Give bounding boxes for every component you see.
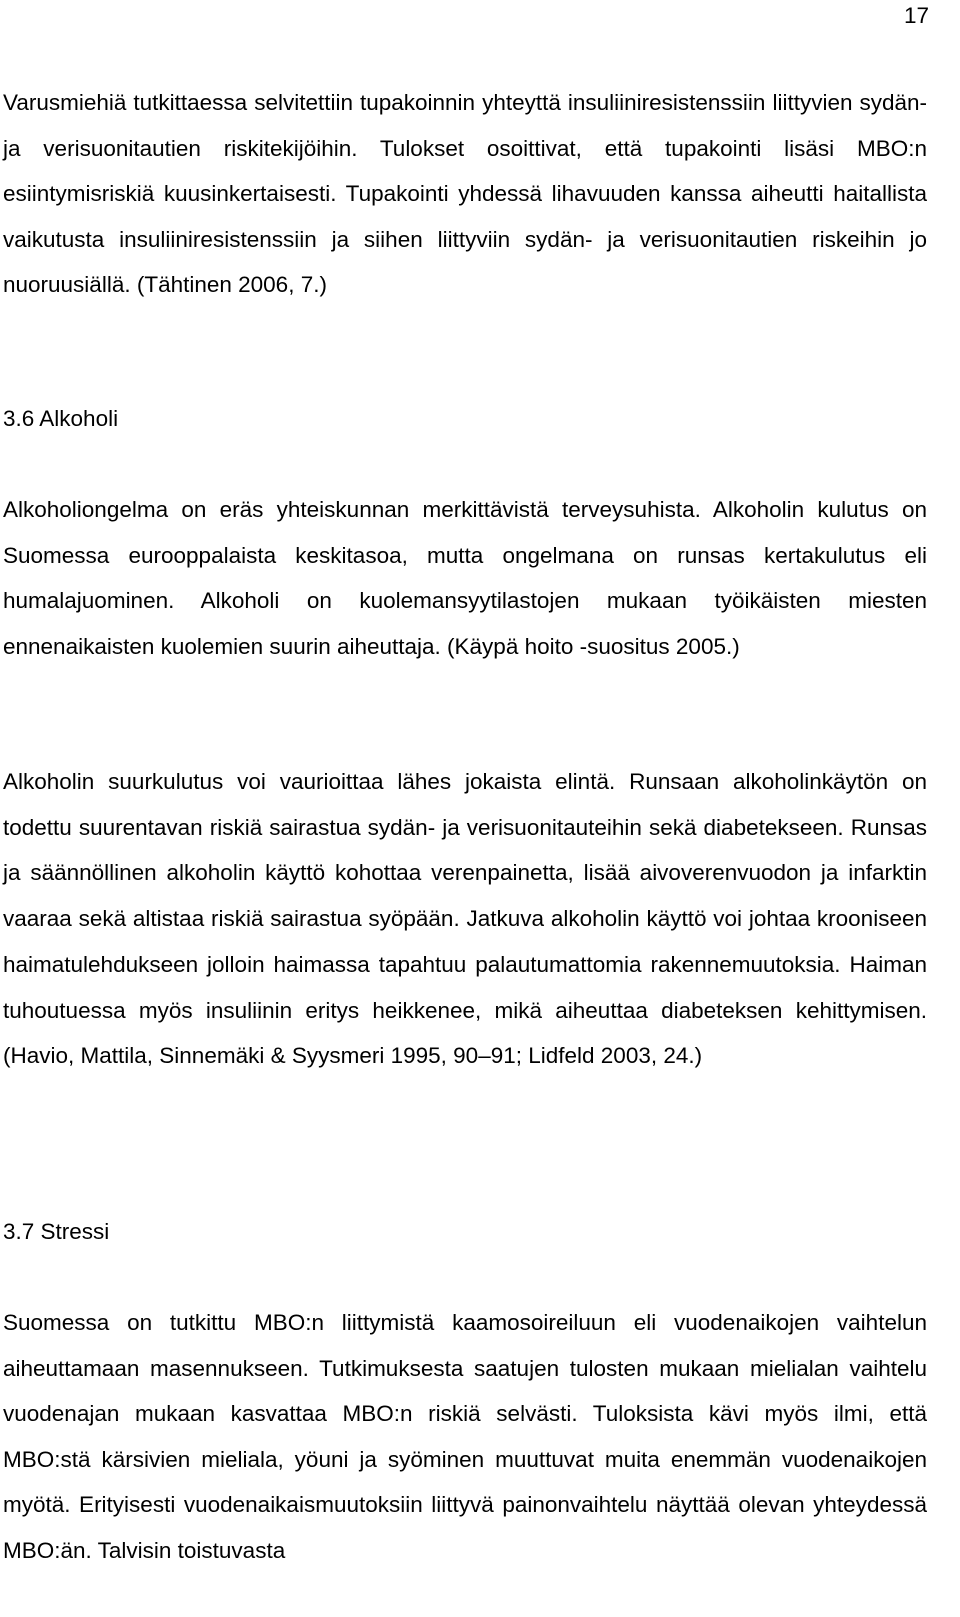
paragraph-alkoholiongelma: Alkoholiongelma on eräs yhteiskunnan merkittävistä terveysuhista. Alkoholin kulutus on Suomessa eurooppalaista keskitasoa, mutta ongelmana on runsas kertakulutus eli humalajuominen. Alkoholi on kuolemansyytilastojen mukaan työikäisten miesten ennenaikaisten kuolemien suurin aiheuttaja. (Käypä hoito -suositus 2005.)	[3, 497, 927, 659]
section-heading-alkoholi: 3.6 Alkoholi	[3, 406, 119, 431]
paragraph-stressi: Suomessa on tutkittu MBO:n liittymistä kaamosoireiluun eli vuodenaikojen vaihtelun aiheuttamaan masennukseen. Tutkimuksesta saatujen tulosten mukaan mielialan vaihtelu vuodenajan mukaan kasvattaa MBO:n riskiä selvästi. Tuloksista kävi myös ilmi, että MBO:stä kärsivien mieliala, yöuni ja syöminen muuttuvat muita enemmän vuodenaikojen myötä. Erityisesti vuodenaikaismuutoksiin liittyvä painonvaihtelu näyttää olevan yhteydessä MBO:än. Talvisin toistuvasta	[3, 1310, 927, 1563]
paragraph-alkoholin-suurkulutus: Alkoholin suurkulutus voi vaurioittaa lähes jokaista elintä. Runsaan alkoholinkäytön on todettu suurentavan riskiä sairastua sydän- ja verisuonitauteihin sekä diabetekseen. Runsas ja säännöllinen alkoholin käyttö kohottaa verenpainetta, lisää aivoverenvuodon ja infarktin vaaraa sekä altistaa riskiä sairastua syöpään. Jatkuva alkoholin käyttö voi johtaa krooniseen haimatulehdukseen jolloin haimassa tapahtuu palautumattomia rakennemuutoksia. Haiman tuhoutuessa myös insuliinin eritys heikkenee, mikä aiheuttaa diabeteksen kehittymisen. (Havio, Mattila, Sinnemäki & Syysmeri 1995, 90–91; Lidfeld 2003, 24.)	[3, 769, 927, 1069]
page-number: 17	[903, 3, 929, 28]
section-heading-stressi: 3.7 Stressi	[3, 1219, 110, 1244]
paragraph-tupakointi: Varusmiehiä tutkittaessa selvitettiin tupakoinnin yhteyttä insuliiniresistenssiin liittyvien sydän- ja verisuonitautien riskitekijöihin. Tulokset osoittivat, että tupakointi lisäsi MBO:n esiintymisriskiä kuusinkertaisesti. Tupakointi yhdessä lihavuuden kanssa aiheutti haitallista vaikutusta insuliiniresistenssiin ja siihen liittyviin sydän- ja verisuonitautien riskeihin jo nuoruusiällä. (Tähtinen 2006, 7.)	[3, 90, 927, 297]
